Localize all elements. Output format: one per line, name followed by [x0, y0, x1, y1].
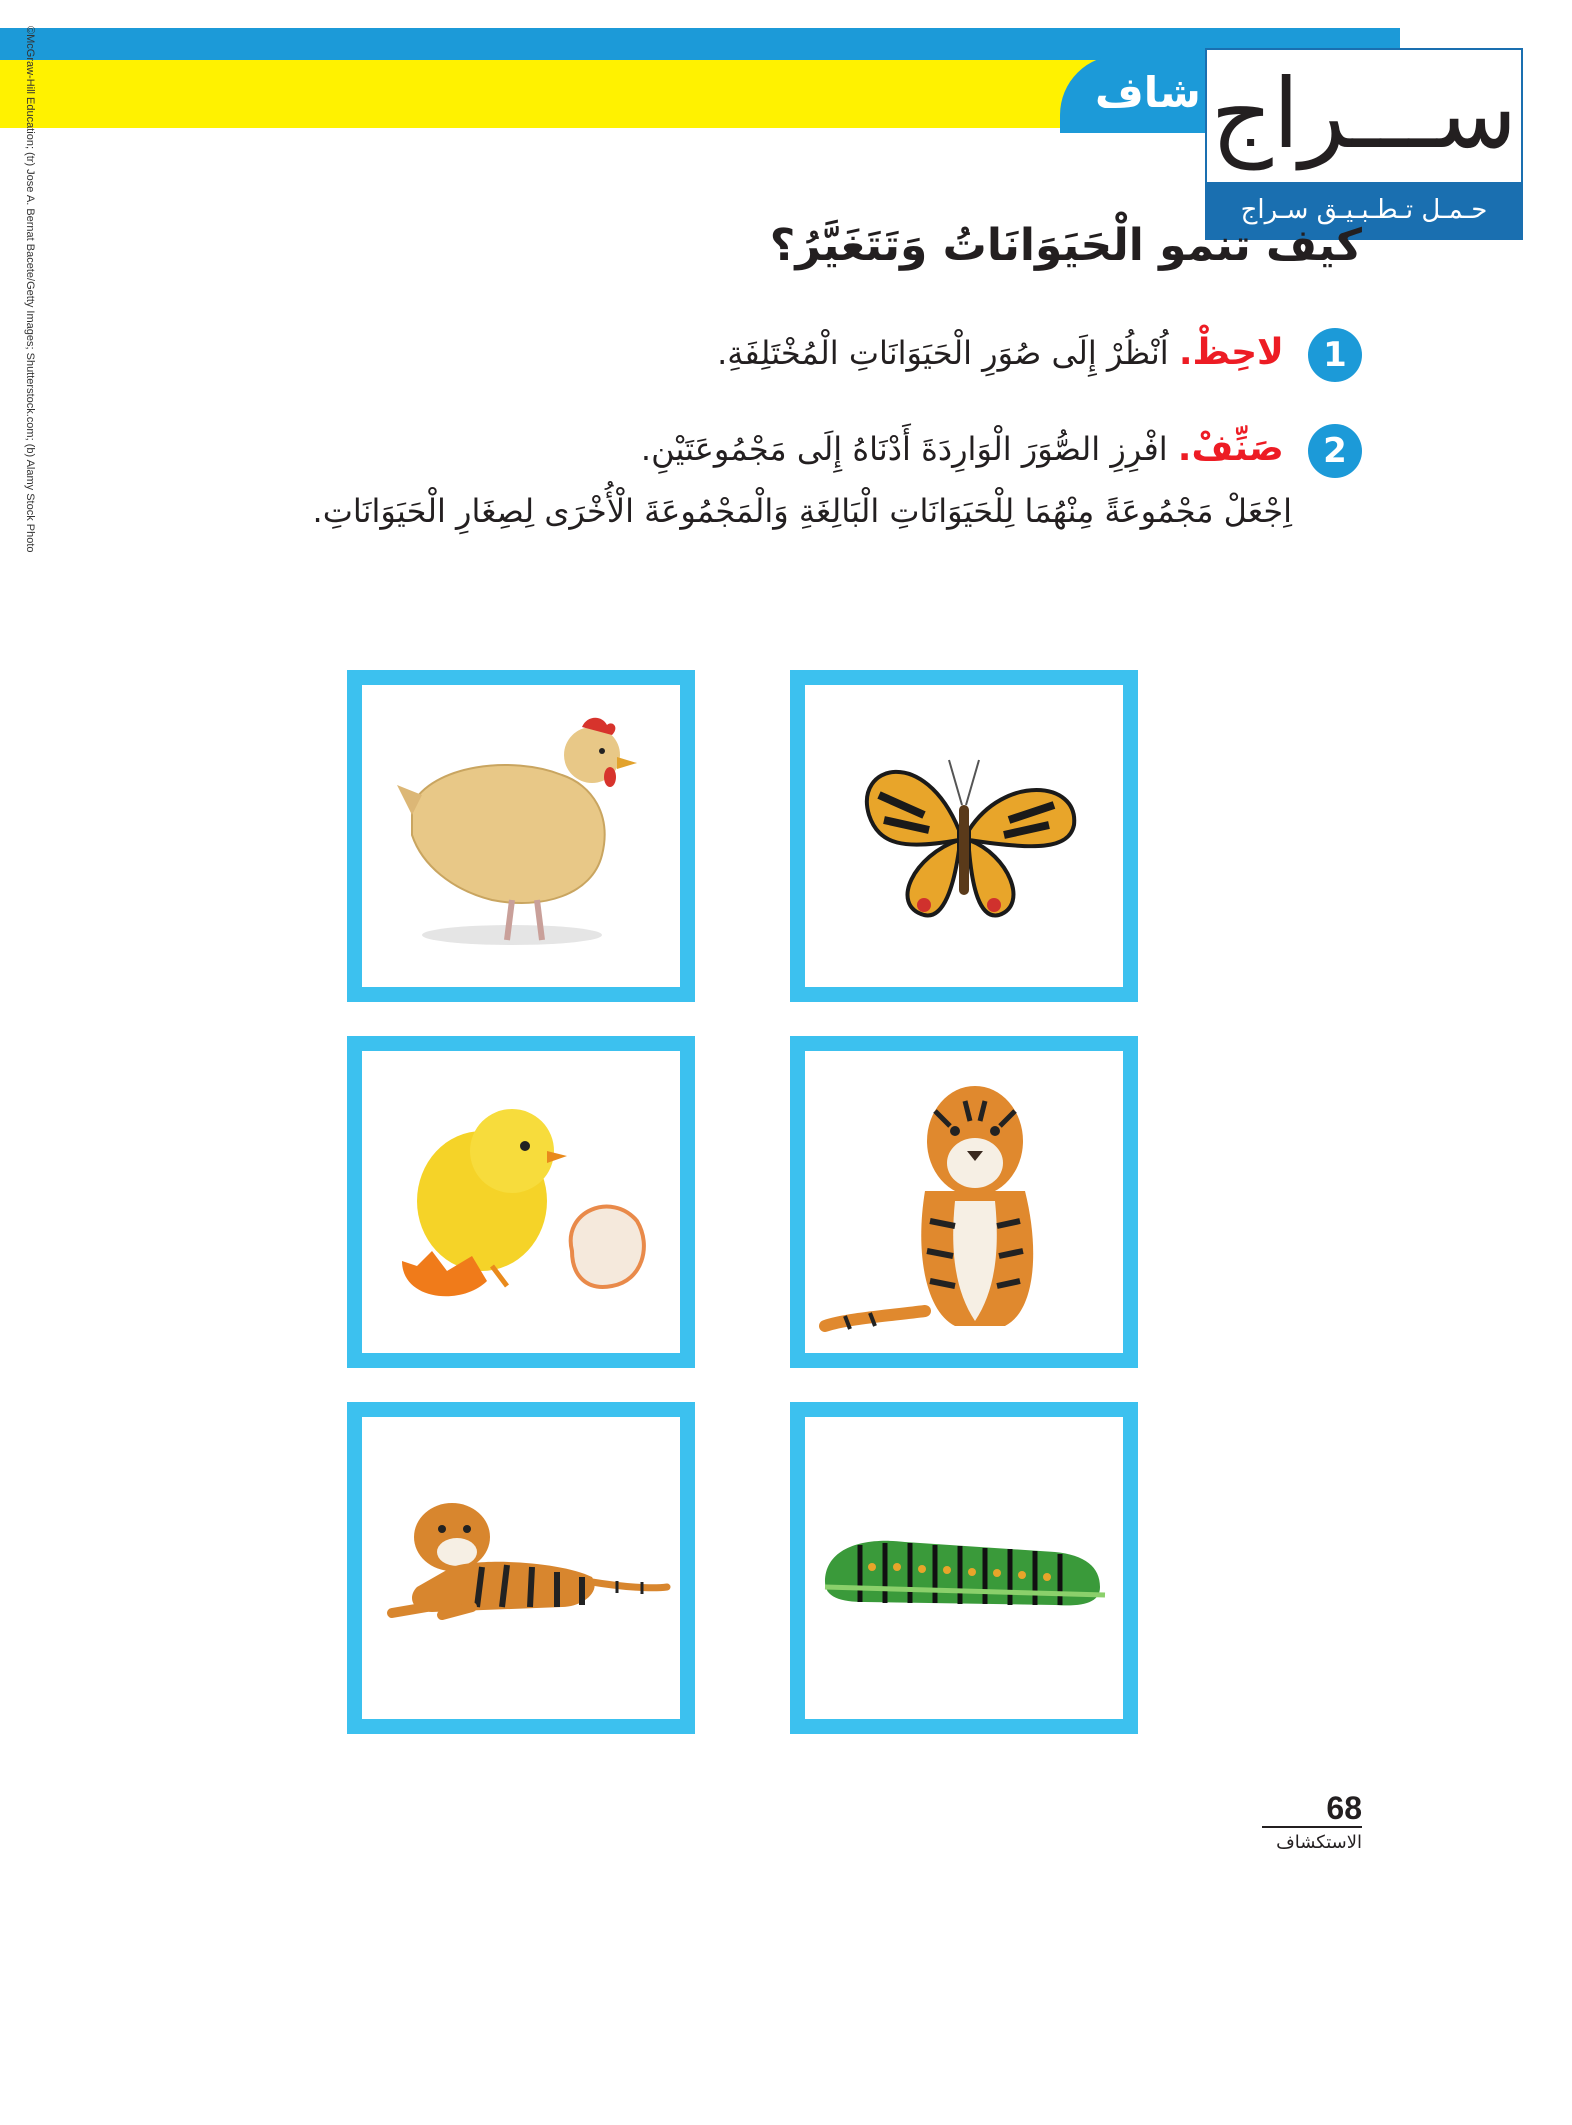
card-chick[interactable] — [347, 1036, 695, 1368]
photo-credit: ©McGraw-Hill Education; (tr) Jose A. Bernat Bacete/Getty Images; Shutterstock.com; (b) Alamy Stock Photo — [24, 26, 36, 553]
card-butterfly[interactable] — [790, 670, 1138, 1002]
section-label: الاستكشاف — [1276, 1832, 1362, 1853]
chick-image — [362, 1051, 680, 1353]
header-yellow-stripe — [0, 60, 1115, 128]
step-2-keyword: صَنِّفْ. — [1177, 428, 1284, 469]
siraj-logo[interactable] — [1205, 48, 1523, 240]
logo-tagline: حـمـل تـطـبـيـق سـراج — [1207, 182, 1521, 238]
card-tiger[interactable] — [790, 1036, 1138, 1368]
tiger-cub-image — [362, 1417, 680, 1719]
page-title: كيف تنمو الْحَيَوَانَاتُ وَتَتَغَيَّرُ؟ — [769, 220, 1362, 271]
page-number-underline — [1262, 1826, 1362, 1828]
logo-word: ســـراج — [1210, 58, 1518, 170]
tiger-image — [805, 1051, 1123, 1353]
header-tab-label: شاف — [1095, 68, 1201, 117]
page-number: 68 — [1326, 1790, 1362, 1826]
hen-image — [362, 685, 680, 987]
step-2-text-continued: اِجْعَلْ مَجْمُوعَةً مِنْهُمَا لِلْحَيَوَانَاتِ الْبَالِغَةِ وَالْمَجْمُوعَةَ الْأُخْرَى لِصِغَارِ الْحَيَوَانَاتِ. — [312, 492, 1292, 530]
card-hen[interactable] — [347, 670, 695, 1002]
step-classify — [242, 418, 1362, 542]
card-caterpillar[interactable] — [790, 1402, 1138, 1734]
step-1-keyword: لاحِظْ. — [1178, 332, 1284, 373]
step-1-text: اُنْظُرْ إِلَى صُوَرِ الْحَيَوَانَاتِ الْمُخْتَلِفَةِ. — [717, 334, 1169, 372]
step-number-1: 1 — [1308, 328, 1362, 382]
step-2-text: افْرِزِ الصُّوَرَ الْوَارِدَةَ أَدْنَاهُ إِلَى مَجْمُوعَتَيْنِ. — [640, 430, 1168, 468]
card-tiger-cub[interactable] — [347, 1402, 695, 1734]
caterpillar-image — [805, 1417, 1123, 1719]
step-observe — [717, 322, 1362, 384]
step-number-2: 2 — [1308, 424, 1362, 478]
butterfly-image — [805, 685, 1123, 987]
